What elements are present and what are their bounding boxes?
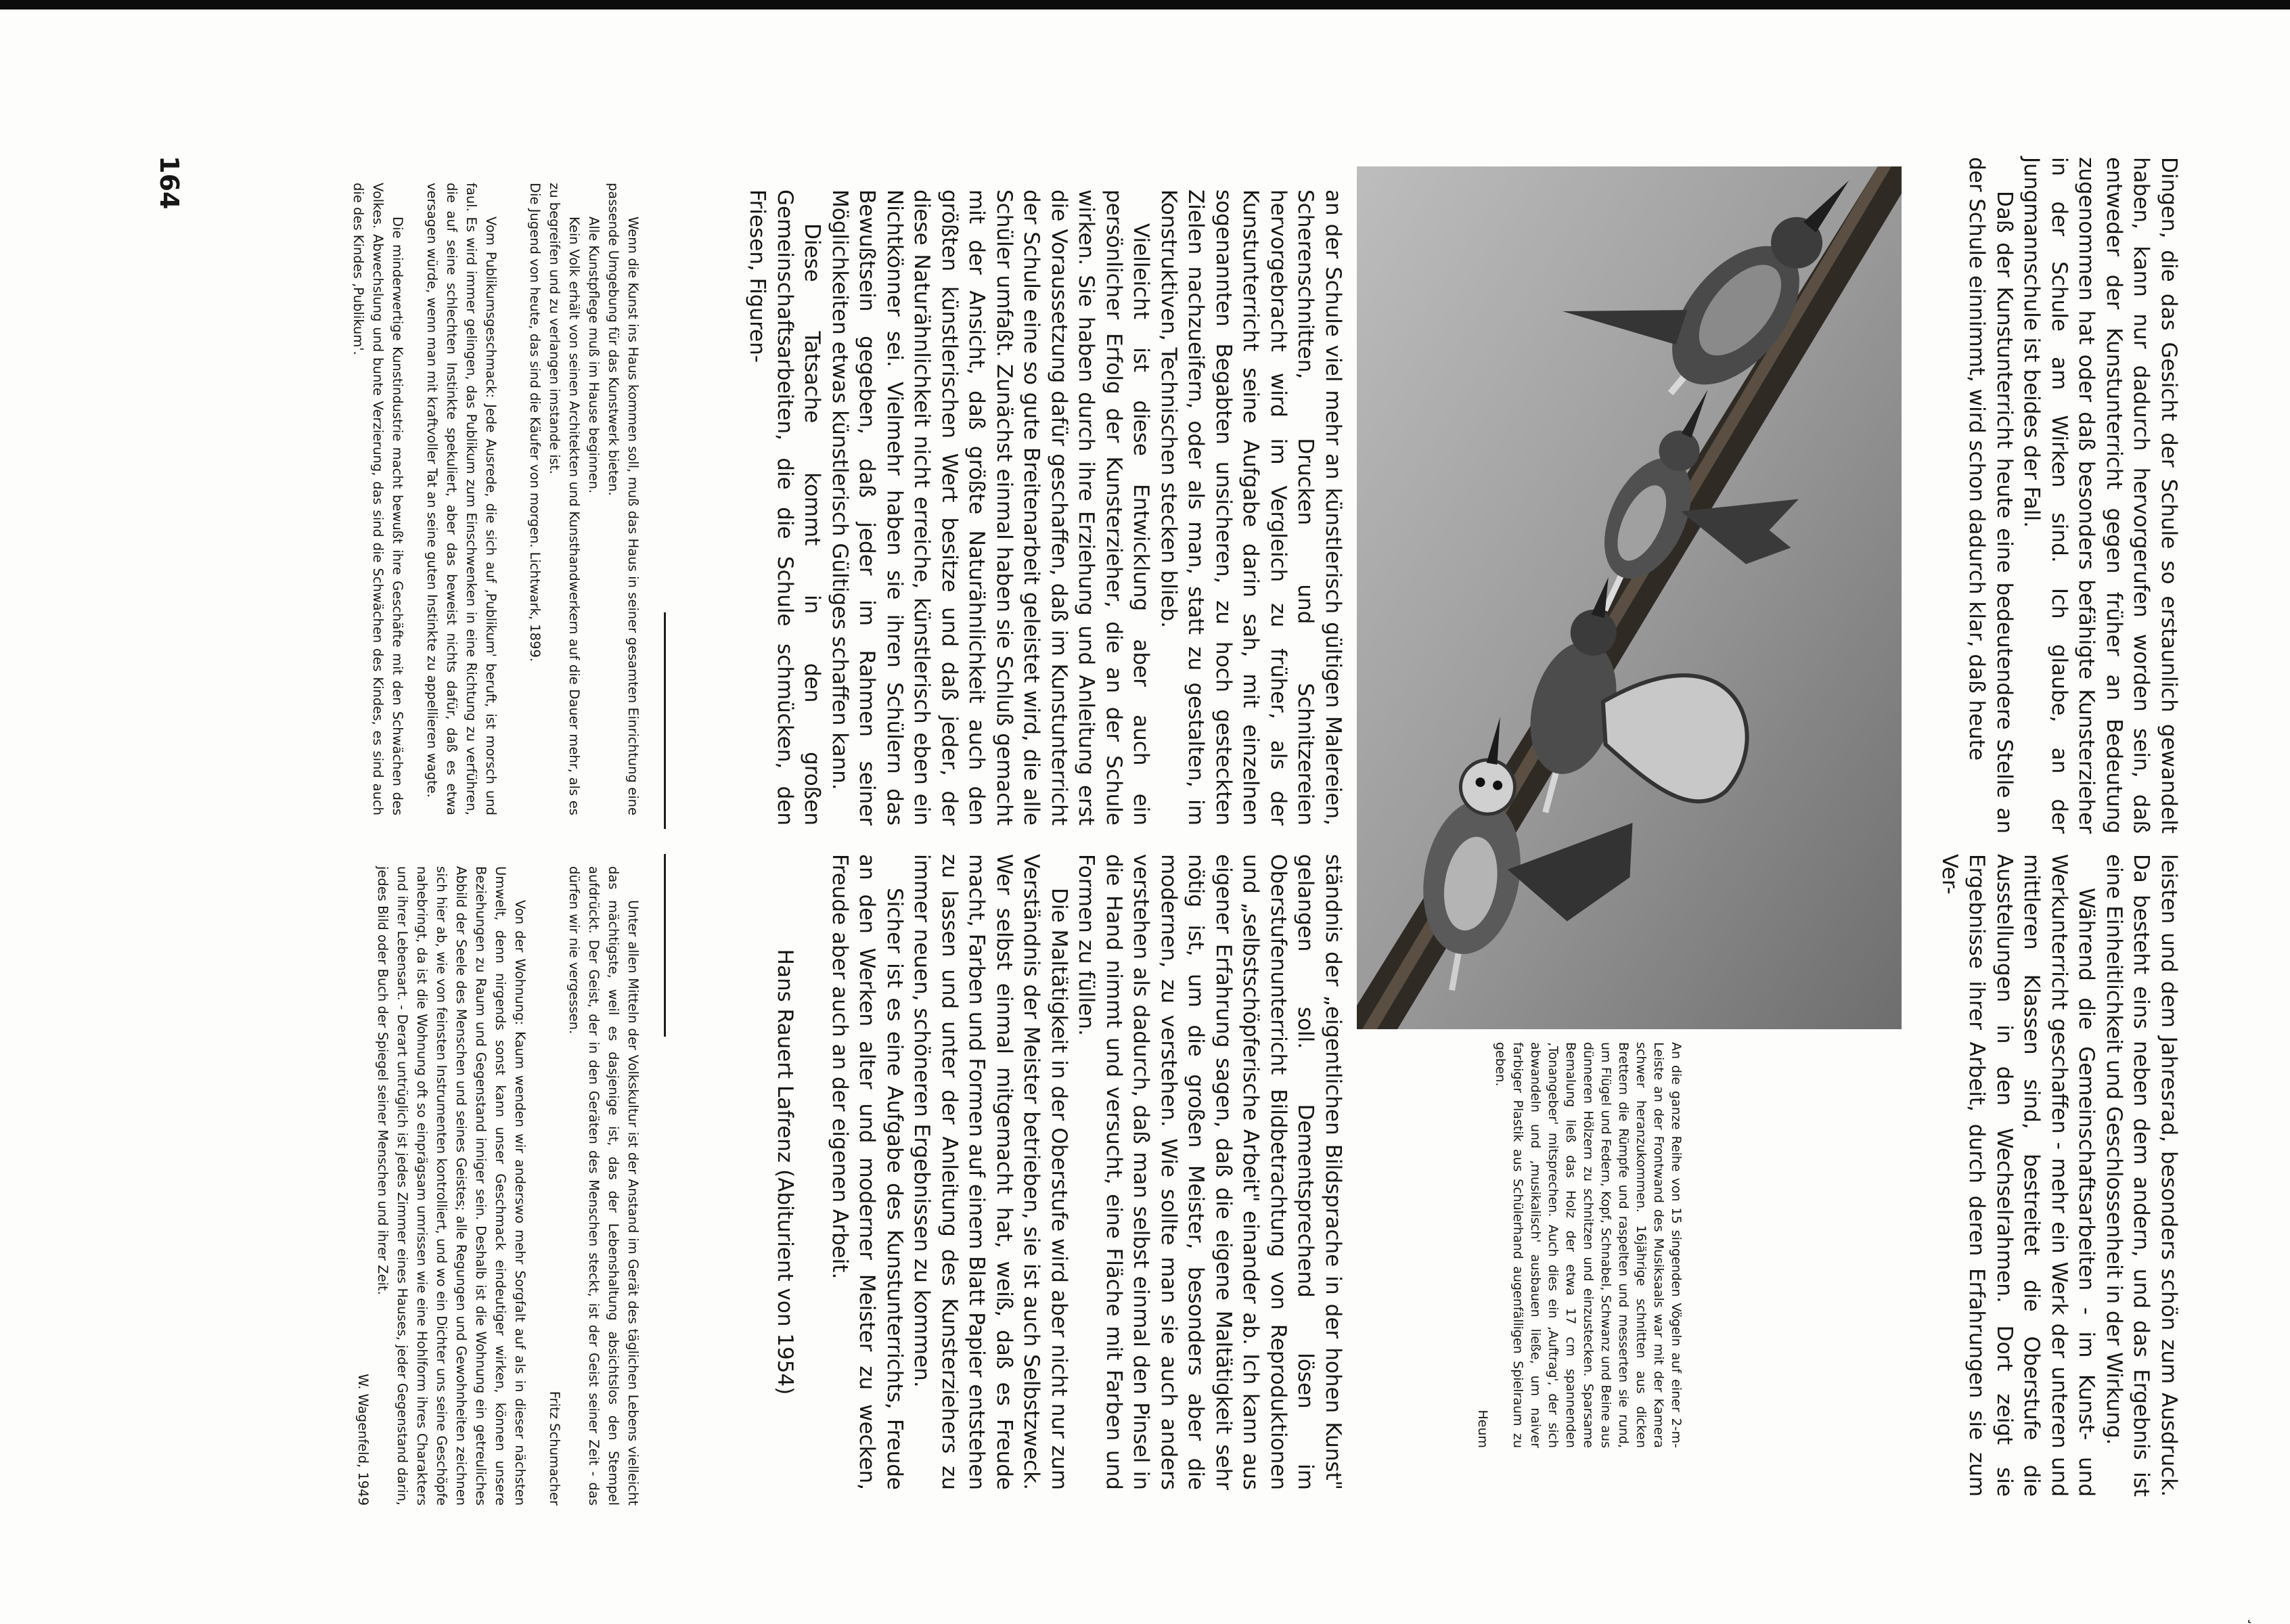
paragraph: Unter allen Mitteln der Volkskultur ist der Anstand im Gerät des täglichen Lebens vielleicht das mächtigste, weil es dasjenige ist, das der Lebenshaltung absichtslos den Stempel aufdrückt. Der Geist, der in den Geräten des Menschen steckt, ist der Geist seiner Zeit - das dürfen wir nie vergessen. (566, 866, 641, 1506)
text-column-bottom-1 (223, 183, 643, 815)
quote-signature: Fritz Schumacher (547, 1391, 562, 1506)
text-column-top-right-1 (1925, 157, 2182, 834)
paragraph: Die Jugend von heute, das sind die Käufer von morgen. Lichtwark, 1899. (527, 183, 543, 662)
divider-rule (664, 612, 666, 829)
paragraph: ständnis der „eigentlichen Bildsprache in der hohen Kunst" gelangen soll. Dementsprechend lösen im Oberstufenunterricht Bildbetrachtung von Reproduktionen und „selbstschöpferische Arbeit" einander ab. Ich kann aus eigener Erfahrung sagen, daß die eigene Maltätigkeit sehr nötig ist, um die großen Meister, besonders aber die modernen, zu verstehen. Wie sollte man sie auch anders verstehen als dadurch, daß man selbst einmal den Pinsel in die Hand nimmt und versucht, eine Fläche mit Farben und Formen zu füllen. (1074, 854, 1345, 1490)
text-column-bottom-2 (223, 866, 643, 1506)
caption-text: An die ganze Reihe von 15 singenden Vögeln auf einer 2-m-Leiste an der Frontwand des Musiksaals war mit der Kamera schwer heranzukommen. 16jährige schnitten aus dicken Brettern die Rümpfe und raspelten und messerten sie rund, um Flügel und Federn, Kopf, Schnabel, Schwanz und Beine aus dünneren Hölzern zu schnitzen und einzustecken. Sparsame Bemalung ließ das Holz der etwa 17 cm spannenden ‚Tonangeber' mitsprechen. Auch dies ein ‚Auftrag', der sich abwandeln und ‚musikalisch' ausbauen ließe, um naiver farbiger Plastik aus Schülerhand augenfälligen Spielraum zu geben. (1493, 1042, 1684, 1448)
paragraph: Dingen, die das Gesicht der Schule so erstaunlich gewandelt haben, kann nur dadurch hervorgerufen worden sein, daß entweder der Kunstunterricht gegen früher an Bedeutung zugenommen hat oder daß besonders befähigte Kunsterzieher in der Schule am Wirken sind. Ich glaube, an der Jungmannschule ist beides der Fall. (2019, 157, 2181, 834)
paragraph: Während die Gemeinschaftsarbeiten - im Kunst- und Werkunterricht geschaffen - mehr ein Werk der unteren und mittleren Klassen sind, bestreitet die Oberstufe die Ausstellungen in den Wechselrahmen. Dort zeigt sie Ergebnisse ihrer Arbeit, durch deren Erfahrungen sie zum Ver- (1937, 854, 2099, 1497)
author-signature: Hans Rauert Lafrenz (Abiturient von 1954) (773, 949, 798, 1395)
paragraph: an der Schule viel mehr an künstlerisch gültigen Malereien, Scherenschnitten, Drucken und Schnitzereien hervorgebracht wird im Vergleich zu früher, als der Kunstunterricht seine Aufgabe darin sah, mit einzelnen sogenannten Begabten unsicheren, zu hoch gesteckten Zielen nachzueifern, oder als man, statt zu gestalten, im Konstruktiven, Technischen stecken blieb. (1157, 189, 1345, 826)
top-edge-bar (0, 0, 2290, 9)
caption-signature: Heum (1475, 1409, 1490, 1448)
paragraph: leisten und dem Jahresrad, besonders schön zum Ausdruck. Da besteht eins neben dem andern, und das Ergebnis ist eine Einheitlichkeit und Geschlossenheit in der Wirkung. (2102, 854, 2181, 1497)
paragraph: Diese Tatsache kommt in den großen Gemeinschaftsarbeiten, die die Schule schmücken, den Friesen, Figuren- (745, 189, 825, 826)
paragraph: Vielleicht ist diese Entwicklung aber auch ein persönlicher Erfolg der Kunsterzieher, die an der Schule wirken. Sie haben durch ihre Erziehung und Anleitung erst die Voraussetzung dafür geschaffen, daß im Kunstunterricht der Schule eine so gute Breitenarbeit geleistet wird, die alle Schüler umfaßt. Zunächst einmal haben sie Schluß gemacht mit der Ansicht, daß größte Naturähnlichkeit auch den größten künstlerischen Wert besitze und daß jeder, der diese Naturähnlichkeit nicht erreiche, künstlerisch eben ein Nichtkönner sei. Vielmehr haben sie ihren Schülern das Bewußtsein gegeben, daß jeder im Rahmen seiner Möglichkeiten etwas künstlerisch Gültiges schaffen kann. (828, 189, 1154, 826)
text-column-top-right-2 (1925, 854, 2182, 1497)
paragraph: Die Maltätigkeit in der Oberstufe wird aber nicht nur zum Verständnis der Meister betrieben, sie ist auch Selbstzweck. Wer selbst einmal mitgemacht hat, weiß, daß es Freude macht, Farben und Formen auf einem Blatt Papier entstehen zu lassen und unter der Anleitung des Kunsterziehers zu immer neuen, schöneren Ergebnissen zu kommen. (910, 854, 1071, 1491)
text-column-middle-2 (697, 854, 1347, 1490)
quote-signature: W. Wagenfeld, 1949 (355, 1374, 371, 1506)
paragraph: Daß der Kunstunterricht heute eine bedeutendere Stelle an der Schule einnimmt, wird schon dadurch klar, daß heute (1965, 157, 2017, 834)
text-column-middle-1 (697, 189, 1347, 826)
corner-mark: ˛ (2245, 1605, 2253, 1624)
paragraph: Von der Wohnung: Kaum wenden wir anderswo mehr Sorgfalt auf als in dieser nächsten Umwelt, denn nirgends sonst kann unser Geschmack eindeutiger wirken, können unsere Beziehungen zu Raum und Gegenstand inniger sein. Deshalb ist die Wohnung ein getreuliches Abbild der Seele des Menschen und seines Geistes; alle Regungen und Gewohnheiten zeichnen sich hier ab, wie von feinsten Instrumenten kontrolliert, und wo ein Dichter uns seine Geschöpfe nahebringt, da ist die Wohnung oft so einprägsam umrissen wie eine Hohlform ihres Charakters und ihrer Lebensart. - Derart untrüglich ist jedes Zimmer eines Hauses, jeder Gegenstand darin, jedes Bild oder Buch der Spiegel seiner Menschen und ihrer Zeit. (375, 866, 528, 1506)
paragraph: Wenn die Kunst ins Haus kommen soll, muß das Haus in seiner gesamten Einrichtung eine passende Umgebung für das Kunstwerk bieten. (606, 183, 641, 815)
page-number: 164 (154, 156, 184, 210)
divider-rule (664, 854, 666, 1037)
paragraph: Die minderwertige Kunstindustrie macht bewußt ihre Geschäfte mit den Schwächen des Volkes. Abwechslung und bunte Verzierung, das sind die Schwächen des Kindes, es sind auch die des Kindes ‚Publikum'. (351, 183, 405, 815)
paragraph: Sicher ist es eine Aufgabe des Kunstunterrichts, Freude an den Werken alter und moderner Meister zu wecken, Freude aber auch an der eigenen Arbeit. (828, 854, 907, 1490)
paragraph: Vom Publikumsgeschmack: Jede Ausrede, die sich auf ‚Publikum' beruft, ist morsch und faul. Es wird immer gelingen, das Publikum zum Einschwenken in eine Richtung zu verführen, die auf seine schlechten Instinkte spekuliert, aber das beweist nichts dafür, daß es etwa versagen würde, wenn man mit kraftvoller Tat an seine guten Instinkte zu appellieren wagte. (424, 183, 499, 815)
photo-caption (1367, 1042, 1685, 1448)
paragraph: Kein Volk erhält von seinen Architekten und Kunsthandwerkern auf die Dauer mehr, als es zu begreifen und zu verlangen imstande ist. (547, 183, 582, 815)
bird-sculptures-photo (1357, 166, 1902, 1029)
paragraph: Alle Kunstpflege muß im Hause beginnen. (586, 217, 602, 494)
bird-sculptures-illustration (1357, 166, 1902, 1029)
